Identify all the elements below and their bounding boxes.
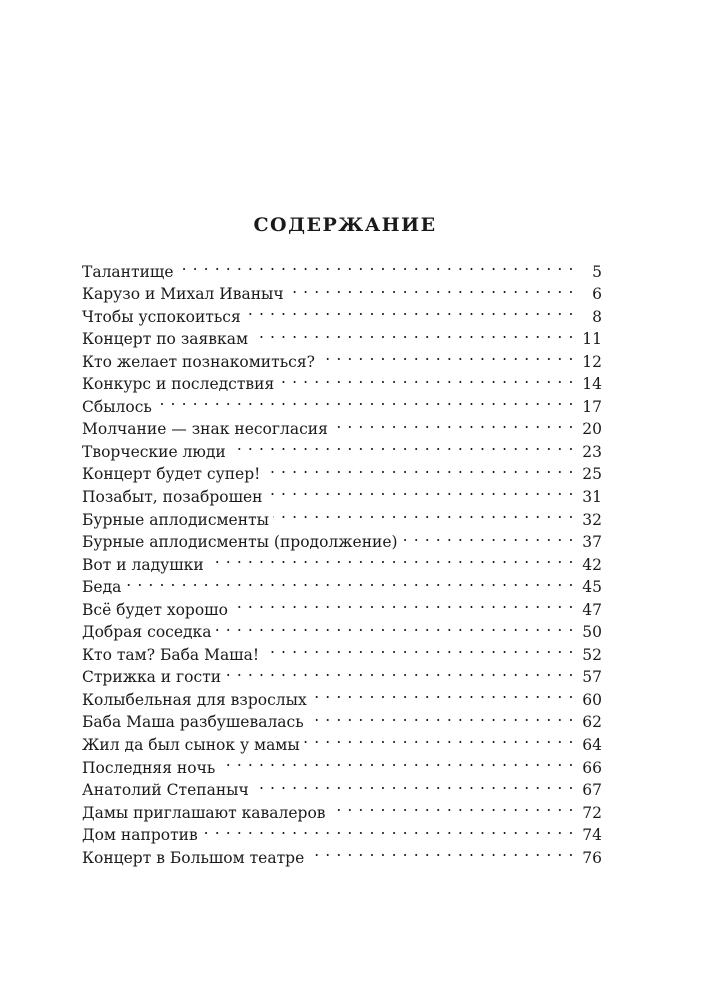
toc-entry: [82, 389, 602, 416]
toc-entry-title: Вот и ладушки: [82, 555, 204, 574]
toc-entry-title: Сбылось: [82, 397, 152, 416]
toc-entry-page-number: 14: [582, 375, 602, 394]
toc-entry-title: Колыбельная для взрослых: [82, 690, 307, 709]
toc-entry-page-number: 17: [582, 397, 602, 416]
dot-leader: [230, 434, 574, 457]
toc-heading: СОДЕРЖАНИЕ: [253, 214, 437, 236]
toc-entry-page-number: 72: [582, 803, 602, 822]
dot-leader: [319, 344, 574, 367]
dot-leader: [252, 322, 574, 345]
toc-entry-title: Молчание — знак несогласия: [82, 420, 328, 439]
toc-entry-title: Последняя ночь: [82, 758, 216, 777]
toc-entry-page-number: 37: [582, 533, 602, 552]
toc-entry-page-number: 62: [582, 713, 602, 732]
toc-entry-page-number: 32: [582, 510, 602, 529]
toc-entry-title: Дом напротив: [82, 826, 198, 845]
dot-leader: [202, 818, 574, 841]
toc-entry-title: Бурные аплодисменты (продолжение): [82, 533, 398, 552]
toc-entry: [82, 412, 602, 439]
toc-entry-title: Конкурс и последствия: [82, 375, 275, 394]
toc-entry-page-number: 47: [582, 600, 602, 619]
toc-entry-title: Анатолий Степаныч: [82, 781, 249, 800]
dot-leader: [263, 637, 574, 660]
toc-entry-title: Беда: [82, 578, 122, 597]
dot-leader: [219, 750, 574, 773]
toc-entry-page-number: 8: [592, 307, 602, 326]
toc-entry-title: Баба Маша разбушевалась: [82, 713, 304, 732]
toc-entry-title: Чтобы успокоиться: [82, 307, 241, 326]
dot-leader: [178, 254, 575, 277]
toc-entry-page-number: 23: [582, 442, 602, 461]
toc-entry-page-number: 6: [592, 285, 602, 304]
toc-entry-title: Бурные аплодисменты: [82, 510, 269, 529]
toc-entry-title: Добрая соседка: [82, 623, 212, 642]
toc-entry-title: Дамы приглашают кавалеров: [82, 803, 326, 822]
toc-list: [82, 254, 602, 867]
dot-leader: [278, 367, 574, 390]
toc-entry-title: Карузо и Михал Иваныч: [82, 285, 284, 304]
dot-leader: [225, 660, 574, 683]
toc-entry-page-number: 12: [582, 352, 602, 371]
dot-leader: [273, 502, 574, 525]
toc-entry-title: Кто желает познакомиться?: [82, 352, 315, 371]
dot-leader: [264, 457, 574, 480]
dot-leader: [125, 570, 574, 593]
dot-leader: [308, 840, 574, 863]
toc-entry: [82, 570, 602, 597]
dot-leader: [311, 682, 574, 705]
dot-leader: [288, 277, 574, 300]
dot-leader: [232, 592, 574, 615]
toc-entry-title: Жил да был сынок у мамы: [82, 736, 300, 755]
dot-leader: [402, 525, 574, 548]
toc-entry-page-number: 52: [582, 645, 602, 664]
toc-entry-title: Стрижка и гости: [82, 668, 222, 687]
toc-entry-title: Концерт в Большом театре: [82, 848, 305, 867]
toc-entry-page-number: 60: [582, 690, 602, 709]
dot-leader: [330, 795, 575, 818]
toc-entry-page-number: 76: [582, 848, 602, 867]
toc-entry-title: Кто там? Баба Маша!: [82, 645, 260, 664]
toc-entry-page-number: 31: [582, 488, 602, 507]
dot-leader: [245, 299, 574, 322]
toc-entry-page-number: 20: [582, 420, 602, 439]
toc-entry-page-number: 64: [582, 736, 602, 755]
toc-entry-title: Всё будет хорошо: [82, 600, 228, 619]
toc-entry-page-number: 25: [582, 465, 602, 484]
toc-entry-page-number: 57: [582, 668, 602, 687]
dot-leader: [253, 773, 574, 796]
toc-entry: [82, 254, 602, 281]
toc-entry-page-number: 11: [582, 330, 602, 349]
dot-leader: [267, 479, 575, 502]
toc-entry-title: Творческие люди: [82, 442, 226, 461]
toc-entry-page-number: 67: [582, 781, 602, 800]
dot-leader: [332, 412, 574, 435]
toc-entry-page-number: 50: [582, 623, 602, 642]
dot-leader: [215, 615, 574, 638]
toc-entry-title: Позабыт, позаброшен: [82, 488, 263, 507]
toc-entry-page-number: 66: [582, 758, 602, 777]
toc-entry-page-number: 74: [582, 826, 602, 845]
toc-entry-page-number: 5: [592, 262, 602, 281]
dot-leader: [304, 727, 574, 750]
toc-entry-title: Концерт по заявкам: [82, 330, 248, 349]
toc-entry-title: Концерт будет супер!: [82, 465, 261, 484]
toc-entry-page-number: 42: [582, 555, 602, 574]
dot-leader: [208, 547, 574, 570]
dot-leader: [156, 389, 574, 412]
toc-entry-page-number: 45: [582, 578, 602, 597]
dot-leader: [308, 705, 574, 728]
toc-entry-title: Талантище: [82, 262, 174, 281]
toc-entry: [82, 592, 602, 619]
